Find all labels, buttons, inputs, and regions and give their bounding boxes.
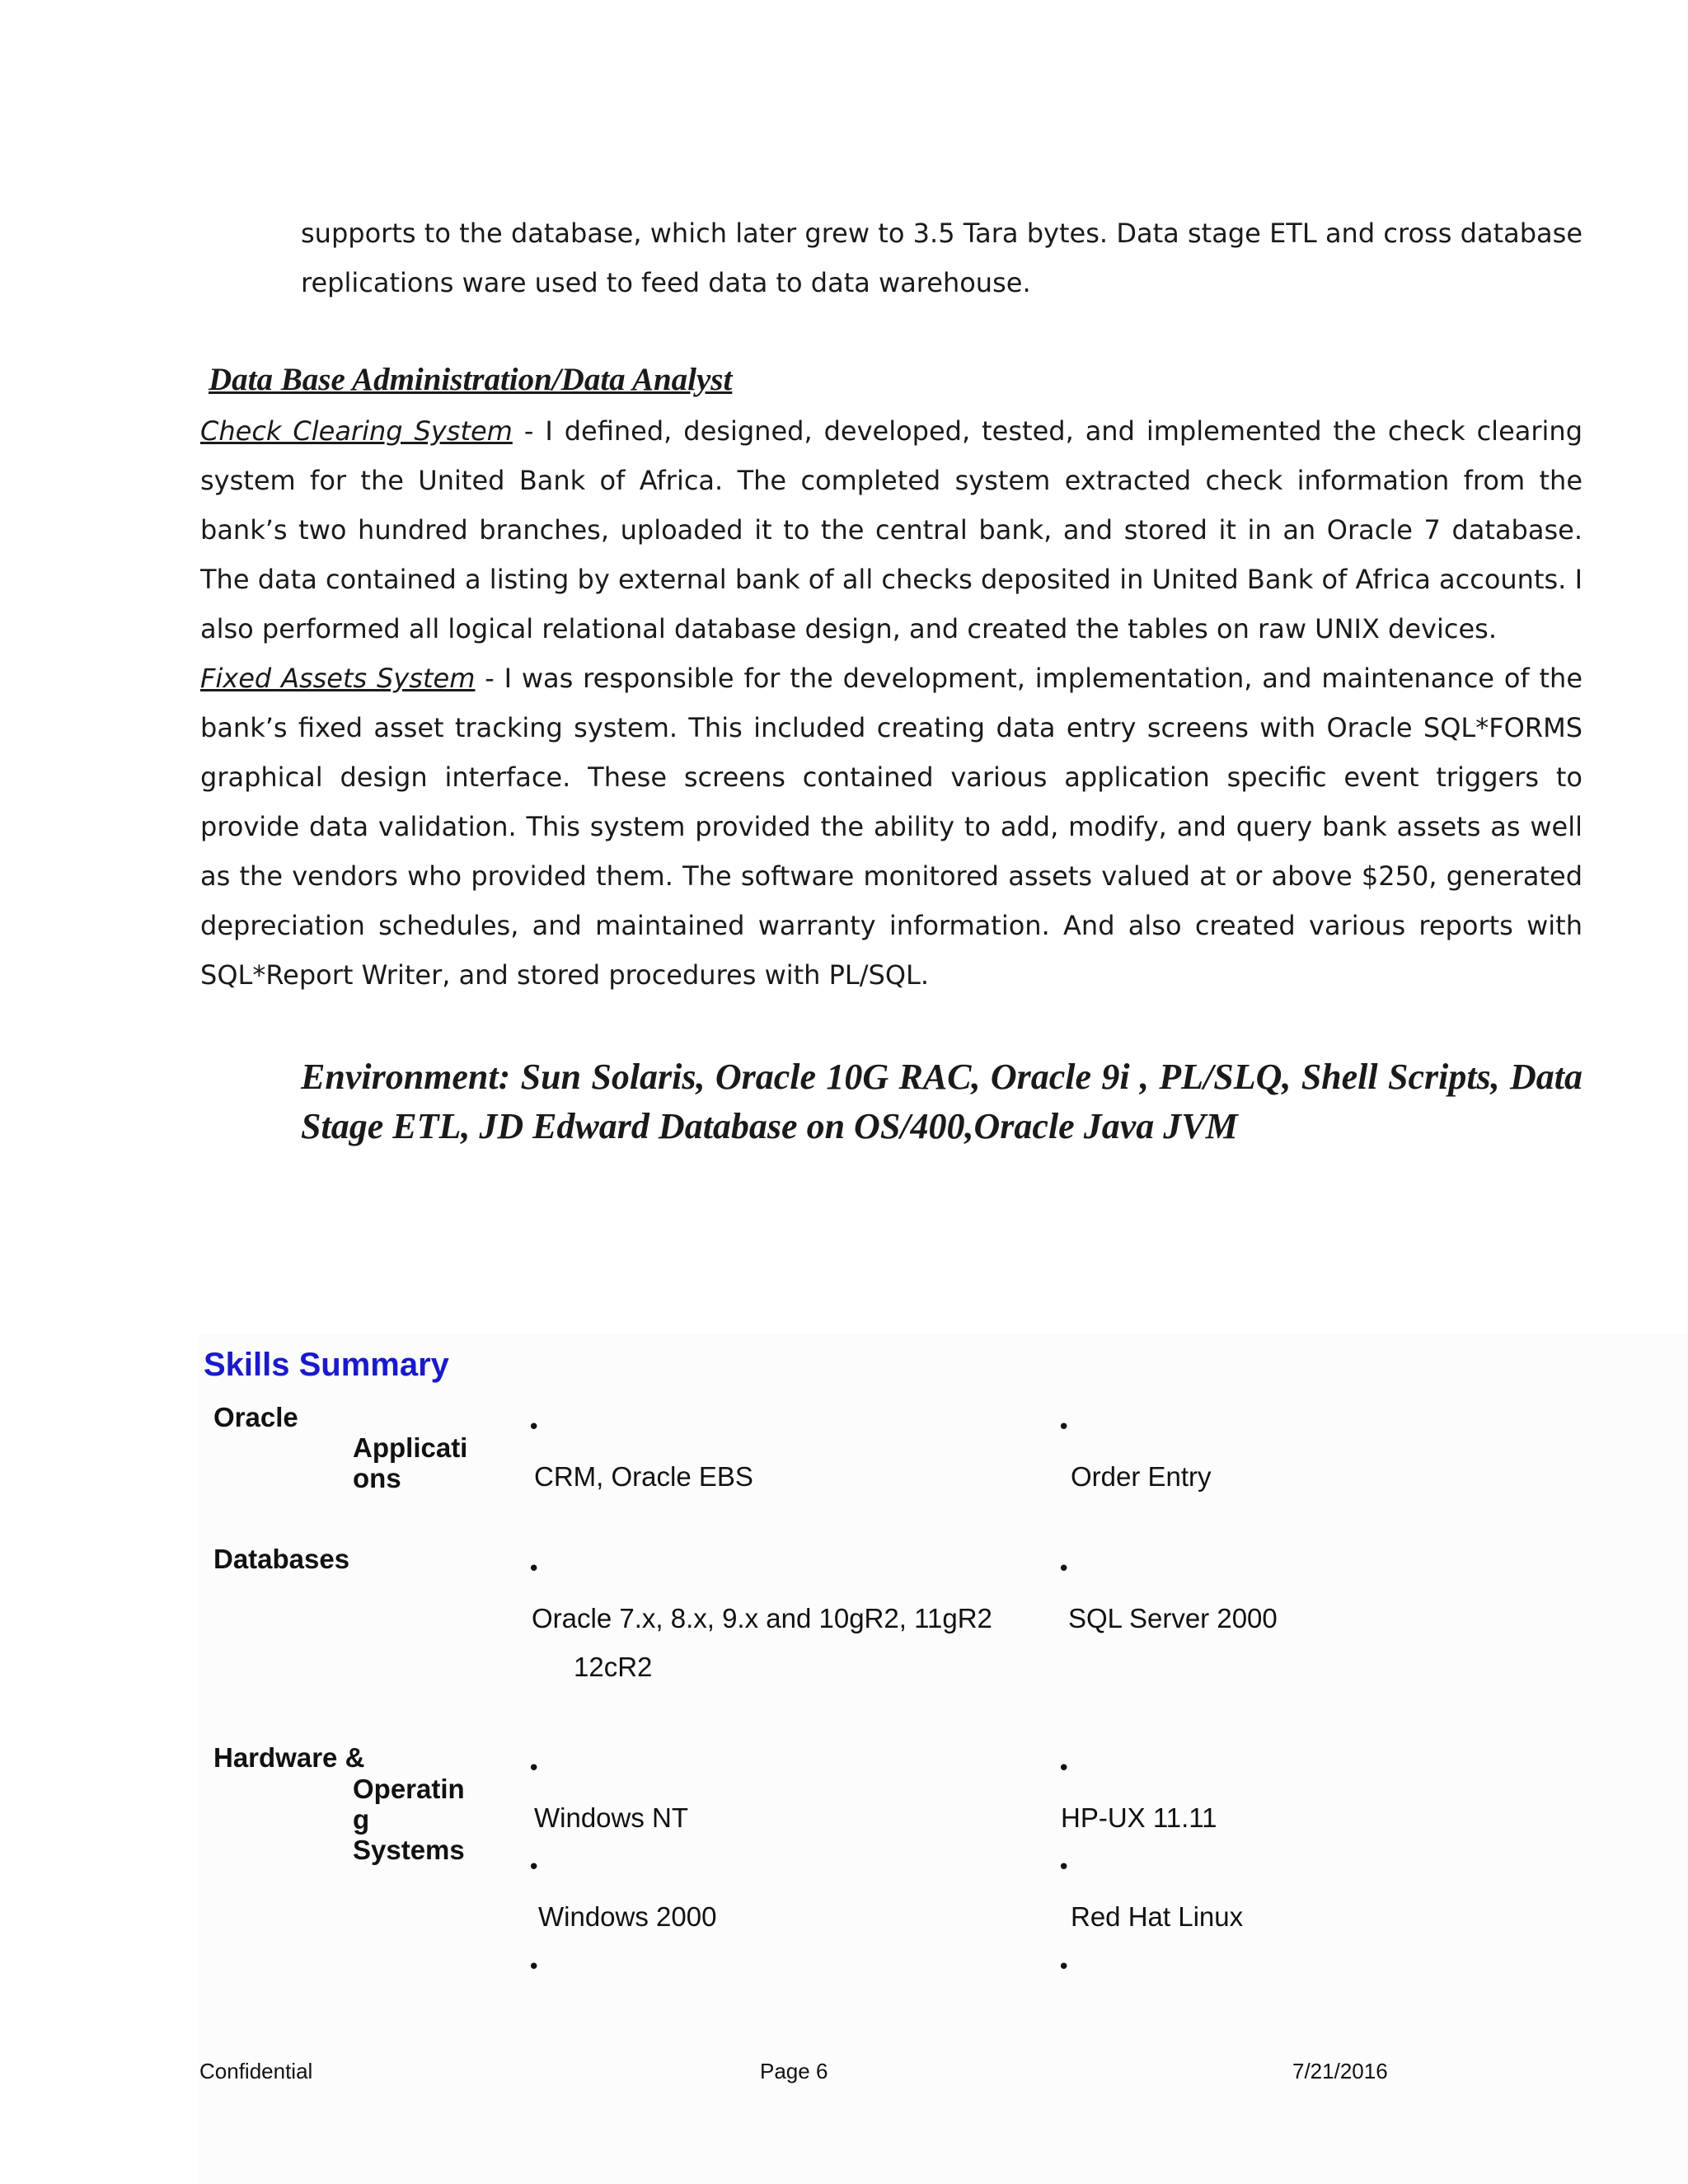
skill-item: Windows 2000	[538, 1901, 717, 1932]
intro-paragraph: supports to the database, which later grew to 3.5 Tara bytes. Data stage ETL and cross database replications ware used to feed data to data warehouse.	[301, 218, 1582, 298]
check-clearing-text: - I defined, designed, developed, tested, and implemented the check clearing system for the United Bank of Africa. The completed system extracted check information from the bank’s two hundred branches, uploaded it to the central bank, and stored it in an Oracle 7 database. The data contained a listing by external bank of all checks deposited in United Bank of Africa accounts. I also performed all logical relational database design, and created the tables on raw UNIX devices.	[200, 415, 1583, 644]
bullet: •	[528, 1955, 541, 1980]
skill-category-oracle: Oracle	[213, 1402, 298, 1432]
section-title: Data Base Administration/Data Analyst	[209, 362, 733, 397]
skill-item: Order Entry	[1071, 1461, 1212, 1492]
skill-item: 12cR2	[574, 1652, 653, 1682]
bullet: •	[1057, 1415, 1071, 1440]
bullet: •	[1057, 1557, 1071, 1582]
bullet: •	[528, 1415, 541, 1440]
skill-subcategory-operating-1: Operatin	[353, 1774, 465, 1804]
section-body	[200, 406, 1582, 1000]
skill-item: Oracle 7.x, 8.x, 9.x and 10gR2, 11gR2	[532, 1603, 992, 1633]
bullet: •	[1057, 1855, 1071, 1880]
footer-page-number: Page 6	[760, 2059, 828, 2083]
check-clearing-heading: Check Clearing System	[200, 415, 513, 447]
bullet: •	[1057, 1955, 1071, 1980]
skill-subcategory-applications-2: ons	[353, 1463, 401, 1493]
skill-category-hardware: Hardware &	[213, 1742, 365, 1773]
footer-confidential: Confidential	[199, 2059, 313, 2083]
bullet: •	[528, 1557, 541, 1582]
skill-item: Windows NT	[534, 1802, 689, 1833]
skill-item: Red Hat Linux	[1071, 1901, 1244, 1932]
skills-summary-title: Skills Summary	[204, 1347, 449, 1383]
bullet: •	[528, 1756, 541, 1781]
skill-item: CRM, Oracle EBS	[534, 1461, 753, 1492]
skill-item: SQL Server 2000	[1068, 1603, 1278, 1633]
environment-line: Environment: Sun Solaris, Oracle 10G RAC, Oracle 9i , PL/SLQ, Shell Scripts, Data Stage ETL, JD Edward Database on OS/400,Oracle Java JVM	[301, 1057, 1582, 1146]
skill-subcategory-applications-1: Applicati	[353, 1432, 468, 1463]
bullet: •	[528, 1855, 541, 1880]
skill-subcategory-operating-3: Systems	[353, 1835, 465, 1865]
bullet: •	[1057, 1756, 1071, 1781]
footer-date: 7/21/2016	[1292, 2059, 1388, 2083]
fixed-assets-text: - I was responsible for the development, implementation, and maintenance of the bank’s fixed asset tracking system. This included creating data entry screens with Oracle SQL*FORMS graphical design interface. These screens contained various application specific event triggers to provide data validation. This system provided the ability to add, modify, and query bank assets as well as the vendors who provided them. The software monitored assets valued at or above $250, generated depreciation schedules, and maintained warranty information. And also created various reports with SQL*Report Writer, and stored procedures with PL/SQL.	[200, 663, 1583, 991]
skill-category-databases: Databases	[213, 1544, 350, 1574]
skill-subcategory-operating-2: g	[353, 1804, 370, 1835]
skill-item: HP-UX 11.11	[1061, 1802, 1217, 1833]
fixed-assets-heading: Fixed Assets System	[200, 663, 476, 694]
